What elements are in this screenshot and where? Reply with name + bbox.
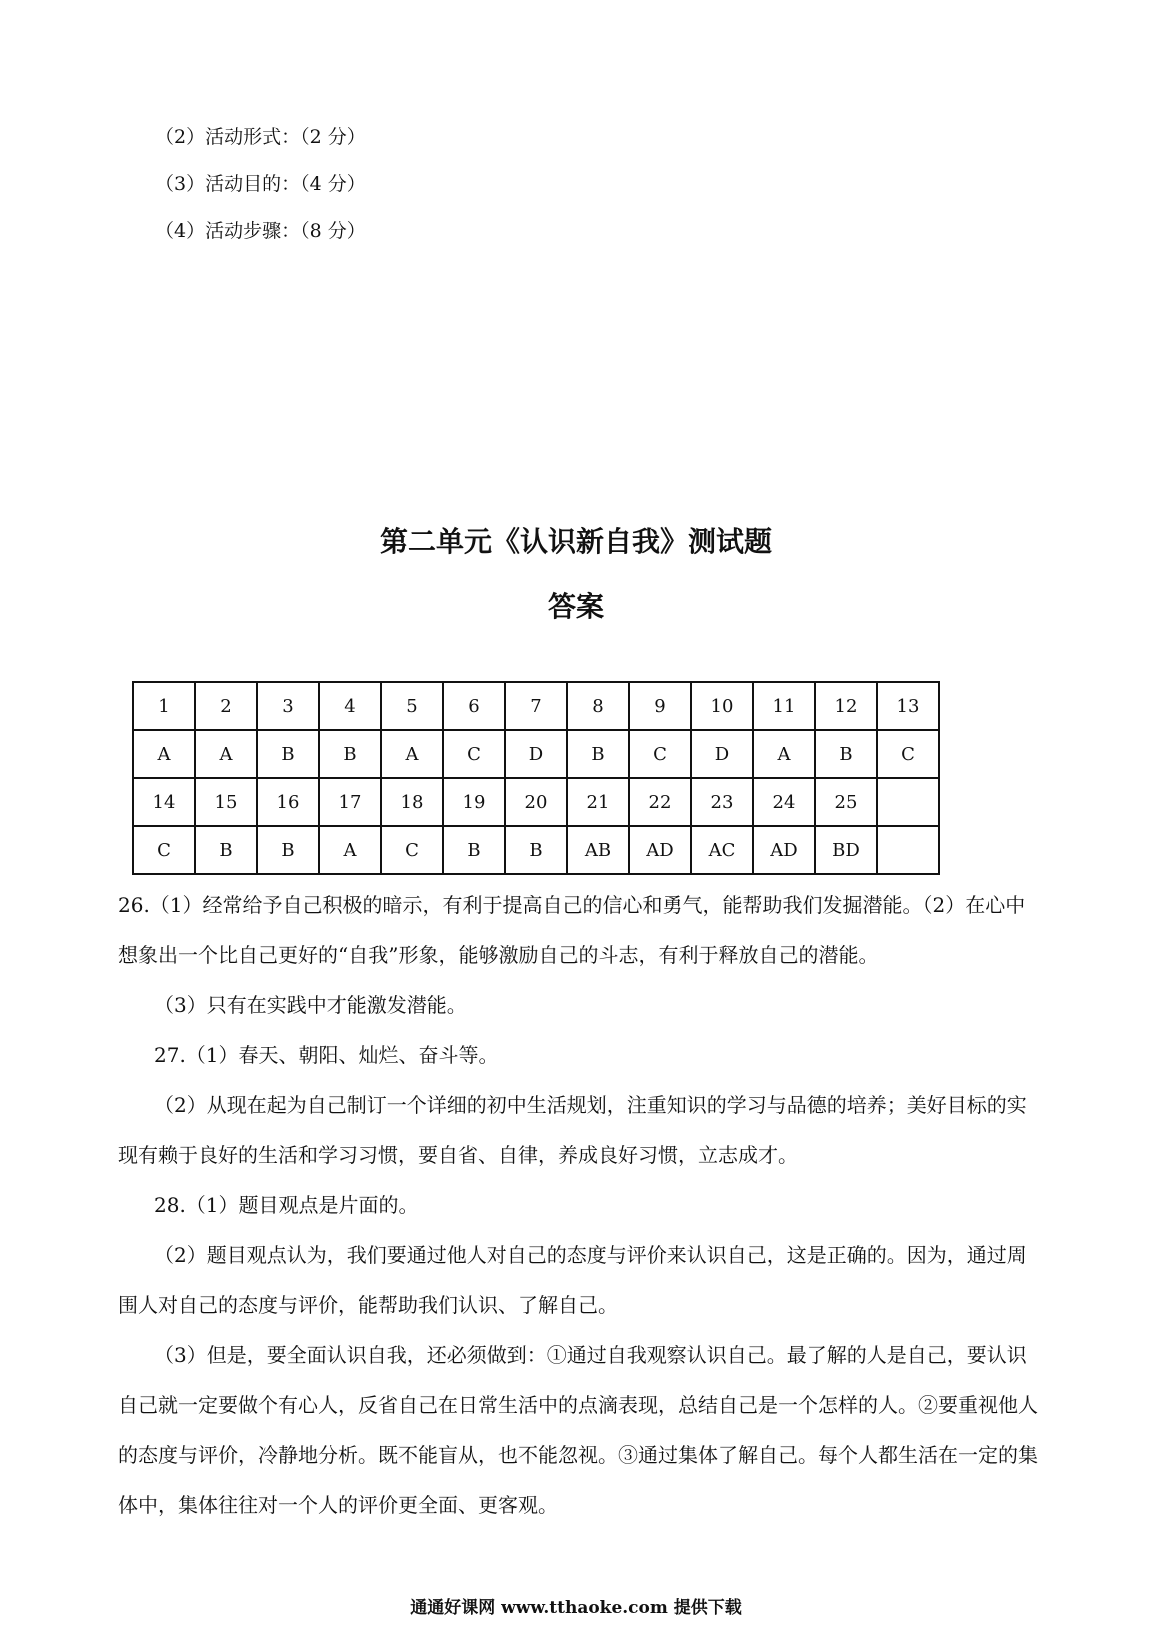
table-cell: A — [195, 730, 257, 778]
table-cell: AD — [629, 826, 691, 874]
table-cell: 12 — [815, 682, 877, 730]
table-cell: B — [505, 826, 567, 874]
table-cell: 7 — [505, 682, 567, 730]
table-cell: 10 — [691, 682, 753, 730]
page-subtitle: 答案 — [547, 590, 604, 623]
table-cell: 22 — [629, 778, 691, 826]
table-cell: 2 — [195, 682, 257, 730]
answer-27-part2: （2）从现在起为自己制订一个详细的初中生活规划，注重知识的学习与品德的培养；美好目标的实现有赖于良好的生活和学习习惯，要自省、自律，养成良好习惯，立志成才。 — [118, 1093, 1027, 1167]
answer-26-part3: （3）只有在实践中才能激发潜能。 — [154, 993, 467, 1017]
activity-purpose-item: （3）活动目的：（4 分） — [155, 173, 366, 195]
table-cell: 1 — [133, 682, 195, 730]
table-cell: B — [567, 730, 629, 778]
table-cell: 15 — [195, 778, 257, 826]
table-cell: B — [815, 730, 877, 778]
table-cell: 23 — [691, 778, 753, 826]
answer-26-part1: 26.（1）经常给予自己积极的暗示，有利于提高自己的信心和勇气，能帮助我们发掘潜能。（2）在心中想象出一个比自己更好的“自我”形象，能够激励自己的斗志，有利于释放自己的潜能。 — [118, 893, 1026, 967]
table-cell: 16 — [257, 778, 319, 826]
table-cell: 4 — [319, 682, 381, 730]
table-cell: A — [381, 730, 443, 778]
table-cell: A — [753, 730, 815, 778]
table-cell: A — [133, 730, 195, 778]
table-row — [133, 730, 939, 778]
answer-body — [118, 880, 1038, 1530]
table-cell: B — [319, 730, 381, 778]
table-cell: AC — [691, 826, 753, 874]
table-cell: 5 — [381, 682, 443, 730]
table-cell: C — [381, 826, 443, 874]
table-cell: 3 — [257, 682, 319, 730]
answer-28-part3: （3）但是，要全面认识自我，还必须做到：①通过自我观察认识自己。最了解的人是自己，要认识自己就一定要做个有心人，反省自己在日常生活中的点滴表现，总结自己是一个怎样的人。②要重视他人的态度与评价，冷静地分析。既不能盲从，也不能忽视。③通过集体了解自己。每个人都生活在一定的集体中，集体往往对一个人的评价更全面、更客观。 — [118, 1343, 1038, 1517]
table-cell: C — [629, 730, 691, 778]
table-cell: 19 — [443, 778, 505, 826]
table-cell: 25 — [815, 778, 877, 826]
activity-steps-item: （4）活动步骤：（8 分） — [155, 220, 366, 242]
page-title: 第二单元《认识新自我》测试题 — [379, 525, 772, 558]
table-cell: C — [443, 730, 505, 778]
table-cell: 21 — [567, 778, 629, 826]
table-cell: AD — [753, 826, 815, 874]
table-cell — [877, 826, 939, 874]
table-cell: B — [195, 826, 257, 874]
table-cell: D — [691, 730, 753, 778]
table-cell: 9 — [629, 682, 691, 730]
table-cell: C — [877, 730, 939, 778]
table-cell: B — [257, 826, 319, 874]
table-cell — [877, 778, 939, 826]
answer-27-part1: 27.（1）春天、朝阳、灿烂、奋斗等。 — [154, 1043, 499, 1067]
table-cell: 24 — [753, 778, 815, 826]
table-cell: 8 — [567, 682, 629, 730]
footer-source: 通通好课网 www.tthaoke.com 提供下载 — [410, 1598, 742, 1618]
table-cell: 14 — [133, 778, 195, 826]
table-cell: 6 — [443, 682, 505, 730]
table-cell: 13 — [877, 682, 939, 730]
table-cell: B — [257, 730, 319, 778]
answer-28-part2: （2）题目观点认为，我们要通过他人对自己的态度与评价来认识自己，这是正确的。因为，通过周围人对自己的态度与评价，能帮助我们认识、了解自己。 — [118, 1243, 1027, 1317]
table-cell: 17 — [319, 778, 381, 826]
table-row — [133, 682, 939, 730]
table-cell: AB — [567, 826, 629, 874]
table-cell: C — [133, 826, 195, 874]
table-cell: D — [505, 730, 567, 778]
answer-table — [132, 681, 940, 875]
table-cell: B — [443, 826, 505, 874]
table-row — [133, 778, 939, 826]
table-cell: BD — [815, 826, 877, 874]
table-cell: 18 — [381, 778, 443, 826]
table-cell: 11 — [753, 682, 815, 730]
table-cell: A — [319, 826, 381, 874]
table-cell: 20 — [505, 778, 567, 826]
answer-28-part1: 28.（1）题目观点是片面的。 — [154, 1193, 419, 1217]
activity-form-item: （2）活动形式：（2 分） — [155, 126, 366, 148]
table-row — [133, 826, 939, 874]
